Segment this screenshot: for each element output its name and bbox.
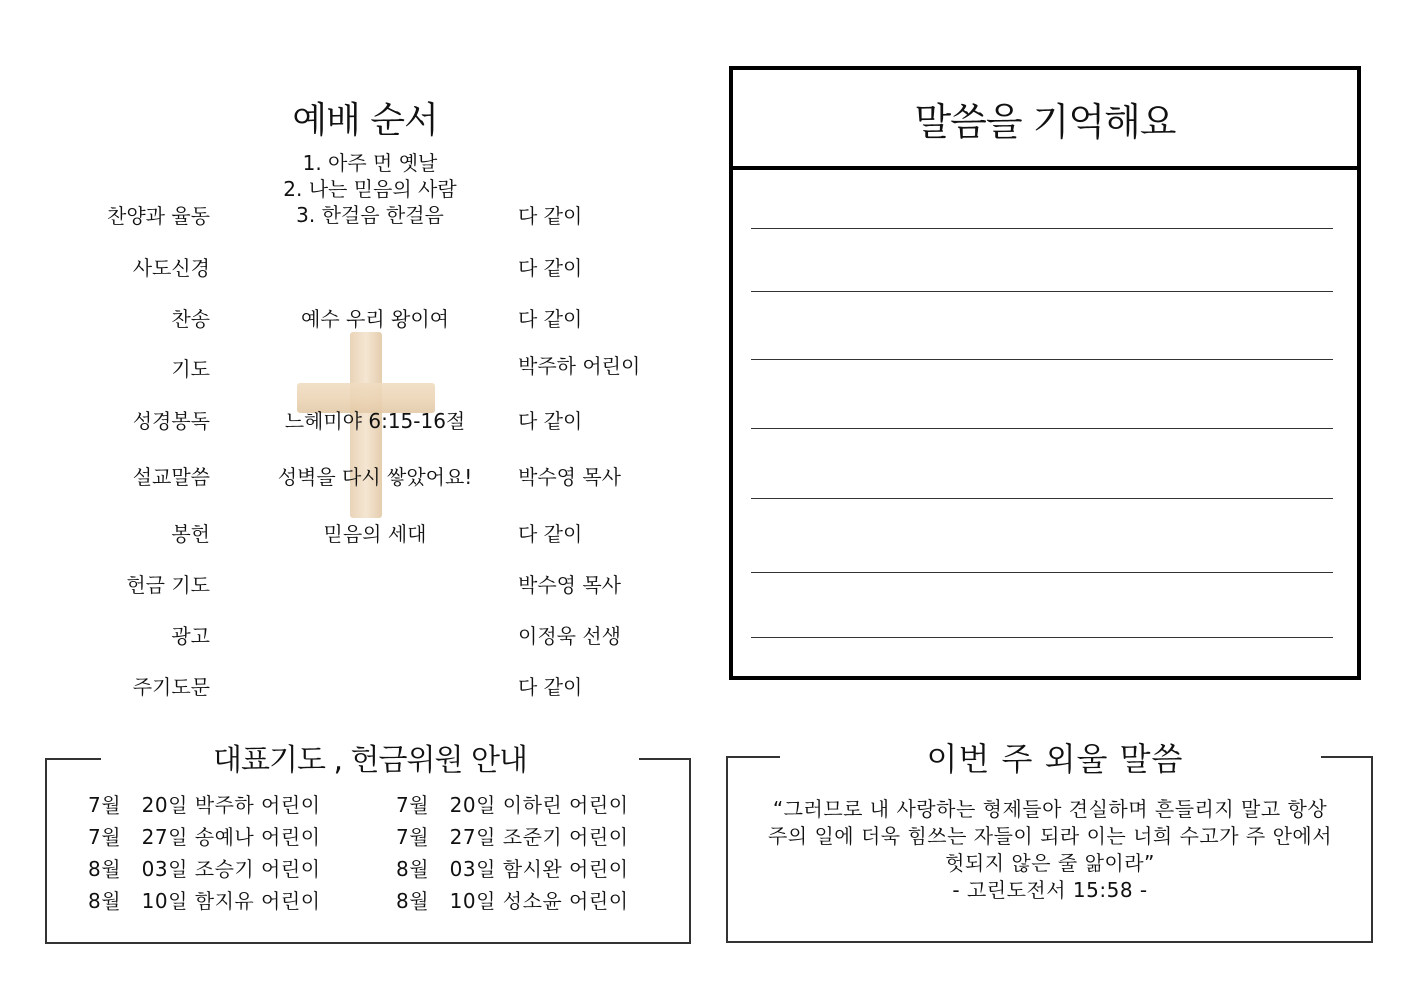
schedule-item: 8월 03일 함시완 어린이 — [396, 857, 629, 881]
writing-line — [751, 572, 1333, 573]
schedule-item: 8월 03일 조승기 어린이 — [88, 857, 321, 881]
order-content: 예수 우리 왕이여 — [301, 307, 449, 331]
box-top-border — [726, 756, 780, 758]
order-label: 주기도문 — [132, 675, 210, 699]
order-content: 성벽을 다시 쌓았어요! — [277, 465, 473, 489]
verse-reference: - 고린도전서 15:58 - — [952, 878, 1148, 902]
writing-line — [751, 291, 1333, 292]
order-content: 믿음의 세대 — [323, 522, 427, 546]
song-item: 3. 한걸음 한걸음 — [296, 203, 444, 227]
schedule-item: 7월 27일 조준기 어린이 — [396, 825, 629, 849]
weekly-verse-text — [740, 796, 1360, 904]
box-top-border — [45, 758, 101, 760]
order-label: 기도 — [171, 357, 210, 381]
worship-order-title: 예배 순서 — [292, 100, 438, 141]
writing-line — [751, 228, 1333, 229]
order-label: 성경봉독 — [132, 409, 210, 433]
prayer-guide-box — [45, 758, 691, 944]
writing-line — [751, 359, 1333, 360]
schedule-item: 7월 20일 이하린 어린이 — [396, 793, 629, 817]
writing-line — [751, 637, 1333, 638]
order-leader: 박주하 어린이 — [518, 354, 641, 378]
verse-line: “그러므로 내 사랑하는 형제들아 견실하며 흔들리지 말고 항상 — [772, 797, 1328, 821]
schedule-item: 7월 20일 박주하 어린이 — [88, 793, 321, 817]
writing-line — [751, 428, 1333, 429]
order-label: 봉헌 — [171, 522, 210, 546]
schedule-item: 8월 10일 함지유 어린이 — [88, 889, 321, 913]
order-label: 광고 — [171, 624, 210, 648]
weekly-verse-title: 이번 주 외울 말씀 — [926, 740, 1184, 778]
order-leader: 다 같이 — [518, 307, 583, 331]
order-label: 찬송 — [171, 307, 210, 331]
writing-line — [751, 498, 1333, 499]
order-label: 사도신경 — [132, 256, 210, 280]
verse-line: 주의 일에 더욱 힘쓰는 자들이 되라 이는 너희 수고가 주 안에서 — [767, 824, 1333, 848]
order-label: 설교말씀 — [132, 465, 210, 489]
memory-verse-box — [729, 66, 1361, 680]
order-leader: 다 같이 — [518, 409, 583, 433]
order-leader: 다 같이 — [518, 675, 583, 699]
order-leader: 다 같이 — [518, 256, 583, 280]
order-leader: 다 같이 — [518, 204, 583, 228]
order-leader: 박수영 목사 — [518, 465, 621, 489]
song-item: 1. 아주 먼 옛날 — [302, 151, 438, 175]
schedule-item: 7월 27일 송예나 어린이 — [88, 825, 321, 849]
schedule-item: 8월 10일 성소윤 어린이 — [396, 889, 629, 913]
box-top-border — [1321, 756, 1373, 758]
order-label: 헌금 기도 — [126, 573, 210, 597]
order-leader: 다 같이 — [518, 522, 583, 546]
order-label: 찬양과 율동 — [107, 204, 210, 228]
verse-line: 헛되지 않은 줄 앎이라” — [945, 851, 1155, 875]
praise-song-list — [250, 150, 490, 228]
order-content: 느헤미야 6:15-16절 — [284, 409, 466, 433]
memory-box-title: 말씀을 기억해요 — [733, 70, 1357, 170]
order-leader: 박수영 목사 — [518, 573, 621, 597]
box-top-border — [639, 758, 691, 760]
prayer-guide-title: 대표기도 , 헌금위원 안내 — [213, 743, 527, 778]
song-item: 2. 나는 믿음의 사람 — [283, 177, 457, 201]
order-leader: 이정욱 선생 — [518, 624, 621, 648]
